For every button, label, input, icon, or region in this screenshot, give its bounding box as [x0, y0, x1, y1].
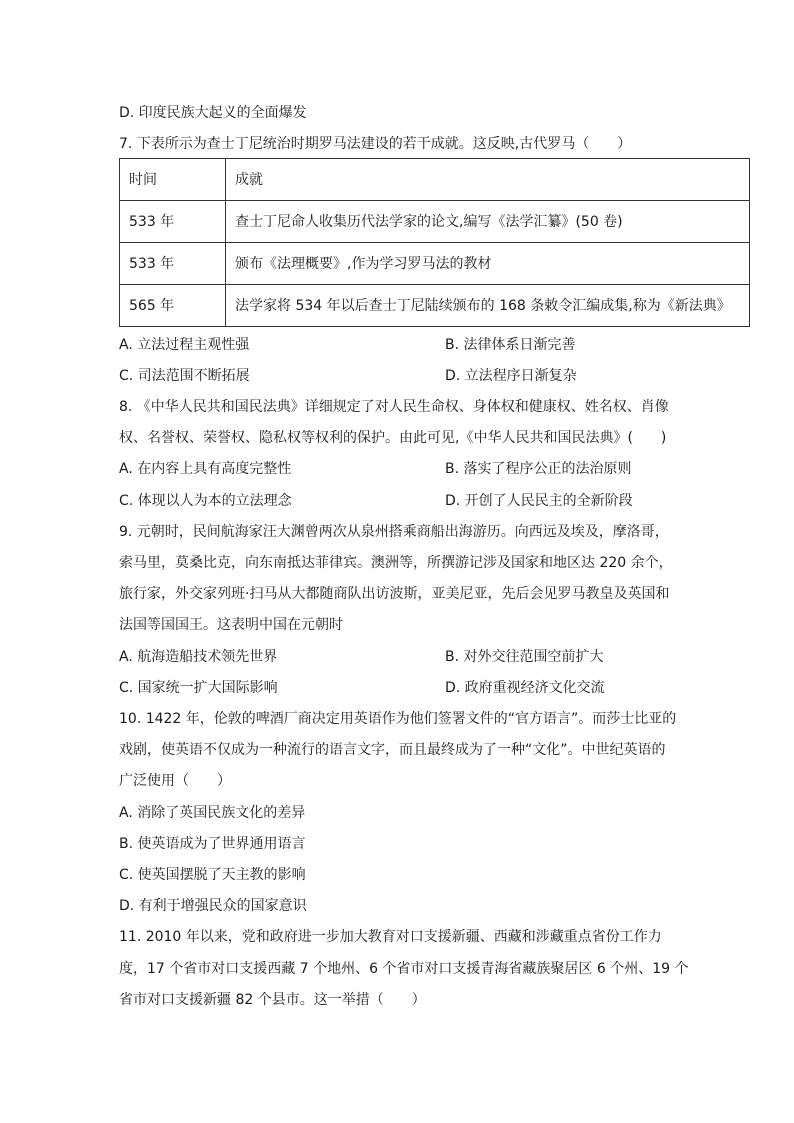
- q7-table: [119, 158, 750, 327]
- q8-option-a: A. 在内容上具有高度完整性: [119, 461, 292, 477]
- q8-option-d: D. 开创了人民民主的全新阶段: [445, 493, 633, 509]
- table-row: [120, 285, 750, 327]
- q9-option-d: D. 政府重视经济文化交流: [445, 680, 605, 696]
- table-row: [120, 201, 750, 243]
- q11-stem-line-2: 度，17 个省市对口支援西藏 7 个地州、6 个省市对口支援青海省藏族聚居区 6 个州、19 个: [119, 961, 689, 977]
- table-cell-achievement: 法学家将 534 年以后查士丁尼陆续颁布的 168 条敕令汇编成集,称为《新法典》: [226, 285, 750, 327]
- q9-option-a: A. 航海造船技术领先世界: [119, 649, 278, 665]
- q7-option-d: D. 立法程序日渐复杂: [445, 368, 577, 384]
- q9-option-b: B. 对外交往范围空前扩大: [445, 649, 604, 665]
- q7-option-b: B. 法律体系日渐完善: [445, 337, 576, 353]
- q10-option-b: B. 使英语成为了世界通用语言: [119, 836, 306, 852]
- q8-stem-line-1: 8. 《中华人民共和国民法典》详细规定了对人民生命权、身体权和健康权、姓名权、肖像: [119, 399, 669, 415]
- q7-option-c: C. 司法范围不断拓展: [119, 368, 250, 384]
- q9-option-c: C. 国家统一扩大国际影响: [119, 680, 278, 696]
- table-header-achievement: 成就: [226, 159, 750, 201]
- q6-option-d: D. 印度民族大起义的全面爆发: [119, 105, 307, 121]
- table-header-time: 时间: [120, 159, 226, 201]
- q10-stem-line-3: 广泛使用（ ）: [119, 773, 231, 789]
- q8-option-c: C. 体现以人为本的立法理念: [119, 493, 292, 509]
- q10-option-a: A. 消除了英国民族文化的差异: [119, 805, 306, 821]
- table-cell-year: 533 年: [120, 201, 226, 243]
- table-header-row: [120, 159, 750, 201]
- q7-option-a: A. 立法过程主观性强: [119, 337, 250, 353]
- q10-stem-line-2: 戏剧，使英语不仅成为一种流行的语言文字，而且最终成为了一种“文化”。中世纪英语的: [119, 742, 666, 758]
- table-cell-achievement: 查士丁尼命人收集历代法学家的论文,编写《法学汇纂》(50 卷): [226, 201, 750, 243]
- q10-option-c: C. 使英国摆脱了天主教的影响: [119, 867, 306, 883]
- q7-stem: 7. 下表所示为查士丁尼统治时期罗马法建设的若干成就。这反映,古代罗马（ ）: [119, 136, 632, 152]
- q11-stem-line-3: 省市对口支援新疆 82 个县市。这一举措（ ）: [119, 992, 426, 1008]
- q11-stem-line-1: 11. 2010 年以来，党和政府进一步加大教育对口支援新疆、西藏和涉藏重点省份工作力: [119, 929, 662, 945]
- q9-stem-line-2: 索马里，莫桑比克，向东南抵达菲律宾。澳洲等，所撰游记涉及国家和地区达 220 余个，: [119, 555, 673, 571]
- q9-stem-line-1: 9. 元朝时，民间航海家汪大渊曾两次从泉州搭乘商船出海游历。向西远及埃及，摩洛哥，: [119, 524, 669, 540]
- q8-option-b: B. 落实了程序公正的法治原则: [445, 461, 632, 477]
- q9-stem-line-3: 旅行家，外交家列班·扫马从大都随商队出访波斯，亚美尼亚，先后会见罗马教皇及英国和: [119, 586, 670, 602]
- table-cell-year: 533 年: [120, 243, 226, 285]
- q9-stem-line-4: 法国等国国王。这表明中国在元朝时: [119, 617, 343, 633]
- table-cell-year: 565 年: [120, 285, 226, 327]
- table-row: [120, 243, 750, 285]
- q10-option-d: D. 有利于增强民众的国家意识: [119, 898, 307, 914]
- table-cell-achievement: 颁布《法理概要》,作为学习罗马法的教材: [226, 243, 750, 285]
- q8-stem-line-2: 权、名誉权、荣誉权、隐私权等权利的保护。由此可见,《中华人民共和国民法典》( ): [119, 430, 667, 446]
- q10-stem-line-1: 10. 1422 年，伦敦的啤酒厂商决定用英语作为他们签署文件的“官方语言”。而莎士比亚的: [119, 711, 677, 727]
